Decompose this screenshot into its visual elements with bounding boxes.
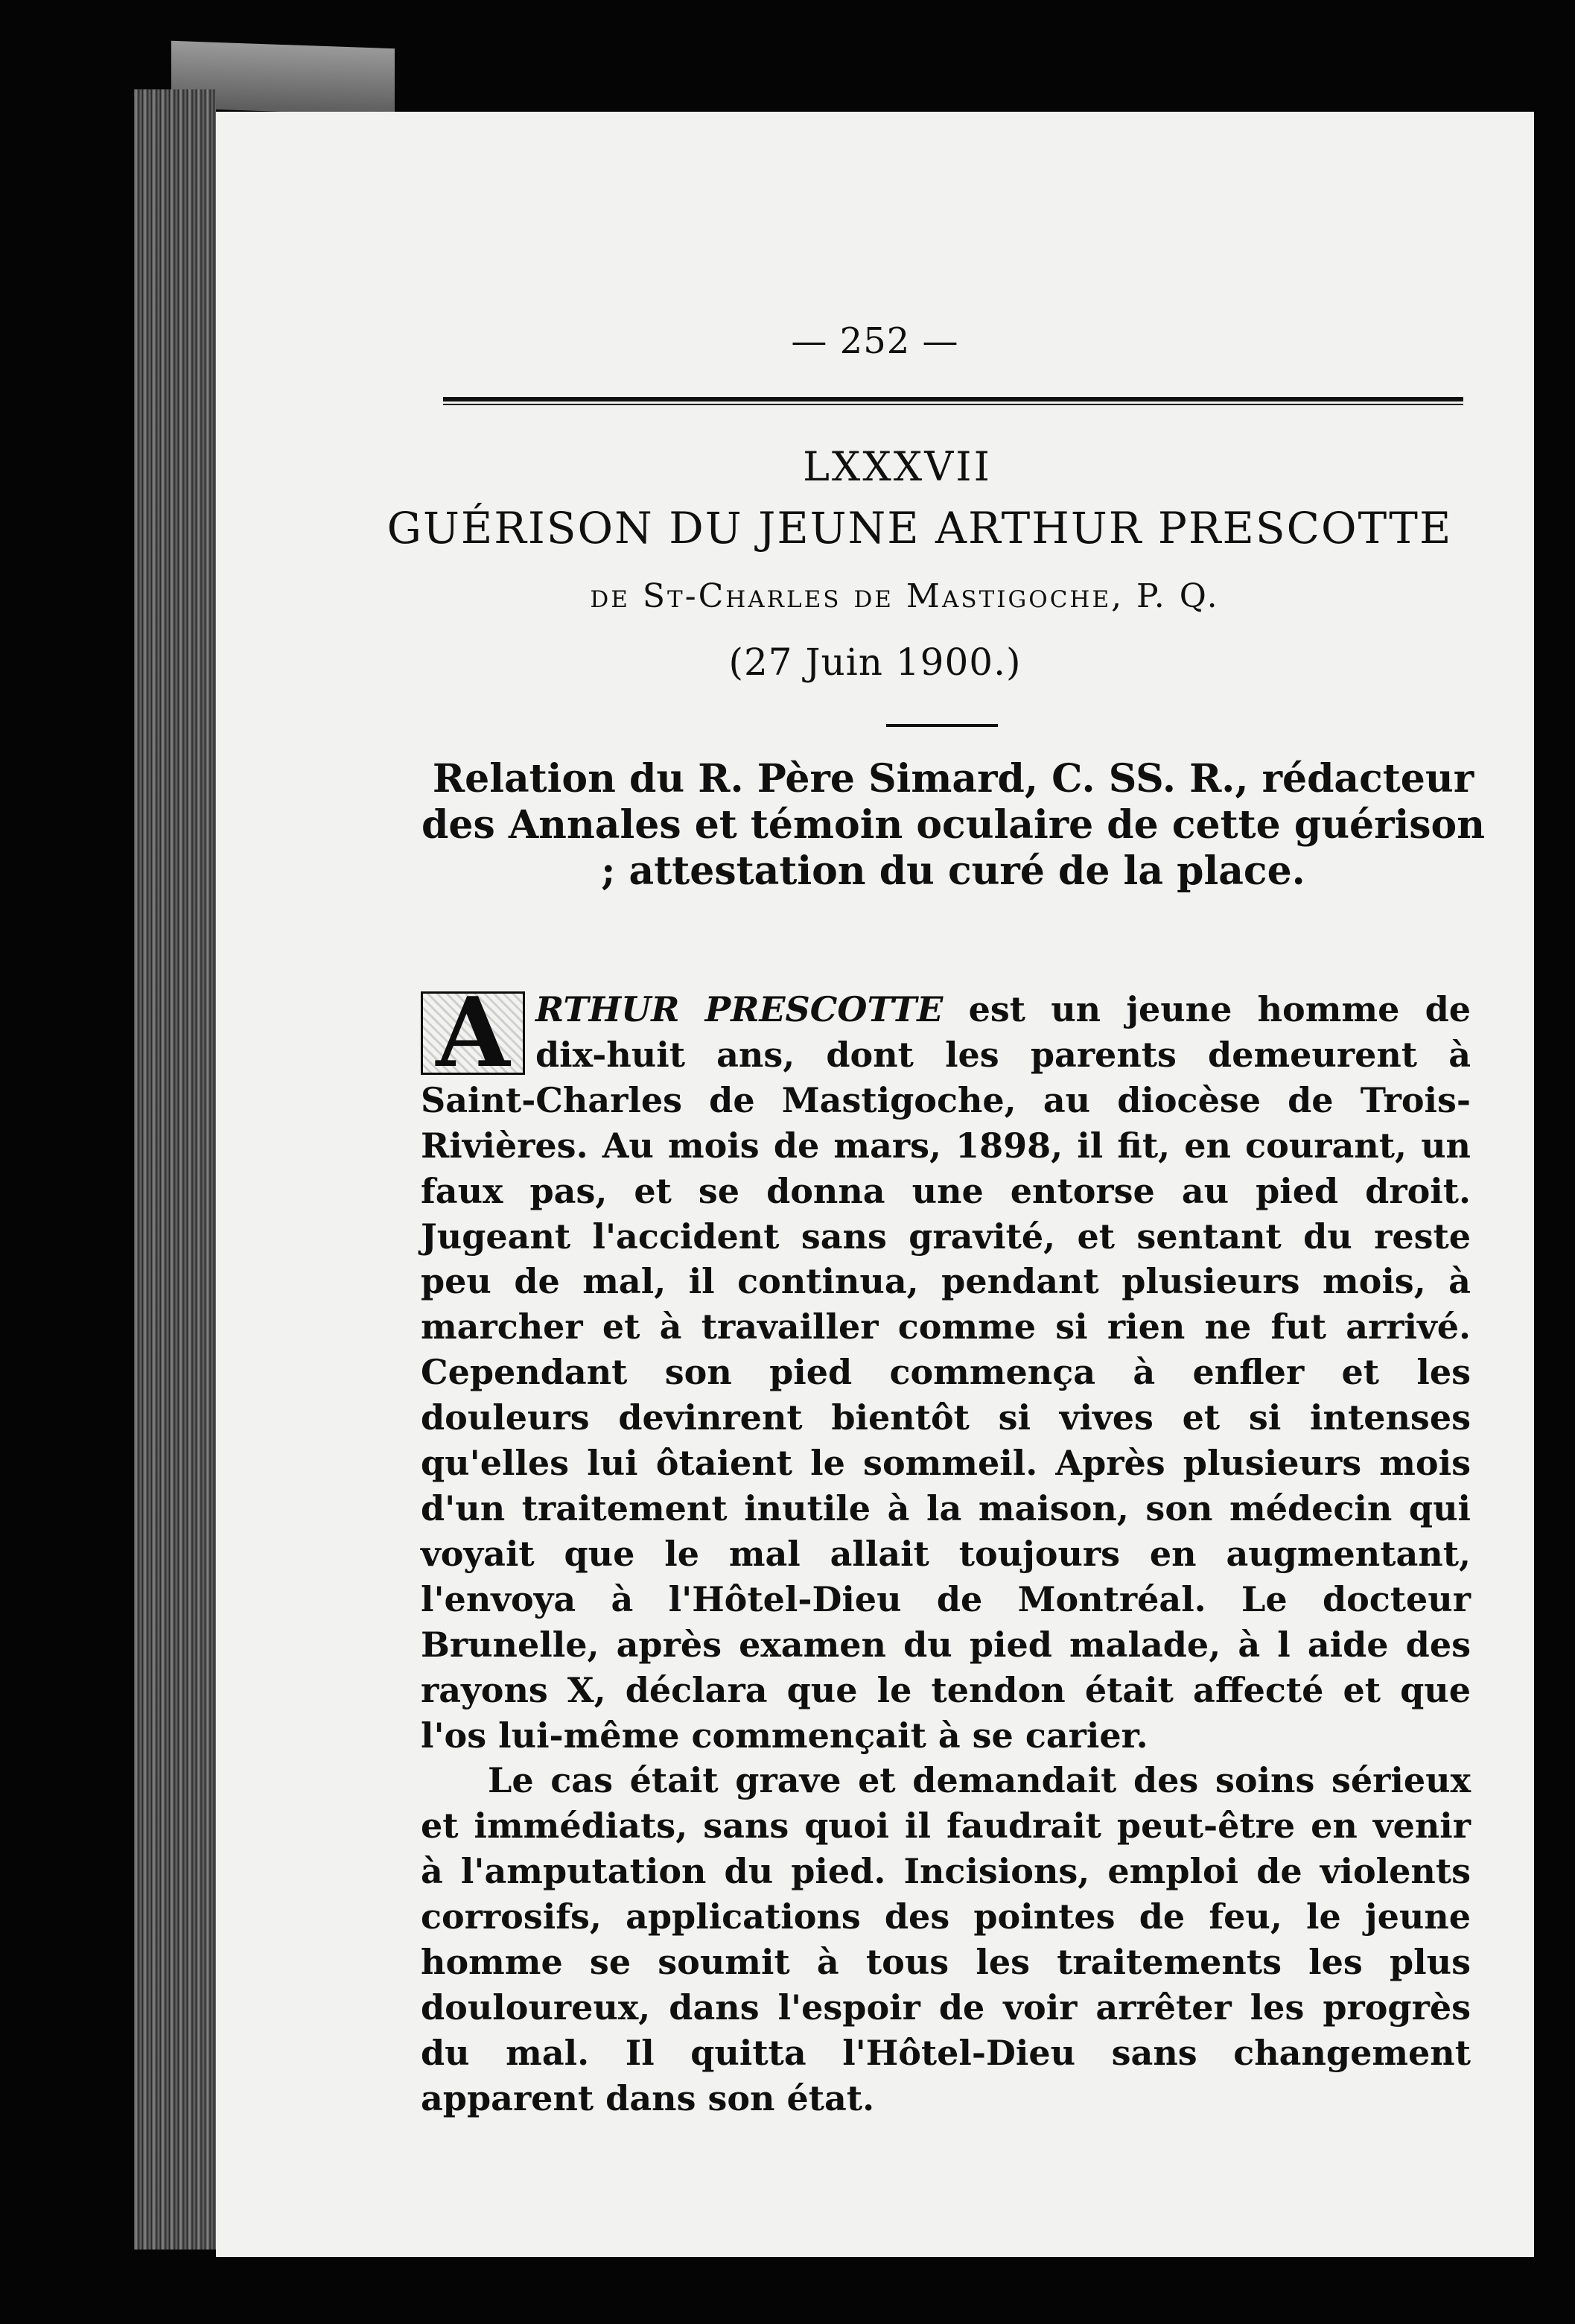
header-rule-thin	[443, 404, 1463, 405]
book-page	[216, 112, 1534, 2257]
body-text	[421, 977, 1471, 2121]
lead-word: RTHUR PRESCOTTE	[535, 989, 944, 1029]
paragraph-1-text: est un jeune homme de dix-huit ans, dont les parents demeurent à Saint-Charles de Mastigoche, au diocèse de Trois-Rivières. Au mois de mars, 1898, il fit, en courant, un faux pas, et se donna une entorse au pied droit. Jugeant l'accident sans gravité, et sentant du reste peu de mal, il continua, pendant plusieurs mois, à marcher et à travailler comme si rien ne fut arrivé. Cependant son pied commença à enfler et les douleurs devinrent bientôt si vives et si intenses qu'elles lui ôtaient le sommeil. Après plusieurs mois d'un traitement inutile à la maison, son médecin qui voyait que le mal allait toujours en augmentant, l'envoya à l'Hôtel-Dieu de Montréal. Le docteur Brunelle, après examen du pied malade, à l aide des rayons X, déclara que le tendon était affecté et que l'os lui-même commençait à se carier.	[421, 989, 1471, 1756]
chapter-numeral: LXXXVII	[803, 443, 992, 490]
section-divider	[886, 724, 998, 727]
paragraph-1	[421, 977, 1471, 1758]
header-rule	[443, 397, 1463, 401]
chapter-date: (27 Juin 1900.)	[728, 641, 1022, 684]
page-number: — 252 —	[791, 320, 959, 362]
chapter-summary: Relation du R. Père Simard, C. SS. R., rédacteur des Annales et témoin oculaire de cette guérison ; attestation du curé de la place.	[421, 756, 1485, 894]
ornamental-dropcap: A	[421, 991, 525, 1075]
book-spine-edge	[134, 89, 216, 2250]
chapter-title: GUÉRISON DU JEUNE ARTHUR PRESCOTTE	[386, 503, 1453, 553]
paragraph-2: Le cas était grave et demandait des soins sérieux et immédiats, sans quoi il faudrait peut-être en venir à l'amputation du pied. Incisions, emploi de violents corrosifs, applications des pointes de feu, le jeune homme se soumit à tous les traitements les plus douloureux, dans l'espoir de voir arrêter les progrès du mal. Il quitta l'Hôtel-Dieu sans changement apparent dans son état.	[421, 1760, 1471, 2118]
chapter-place: de St-Charles de Mastigoche, P. Q.	[590, 577, 1220, 615]
